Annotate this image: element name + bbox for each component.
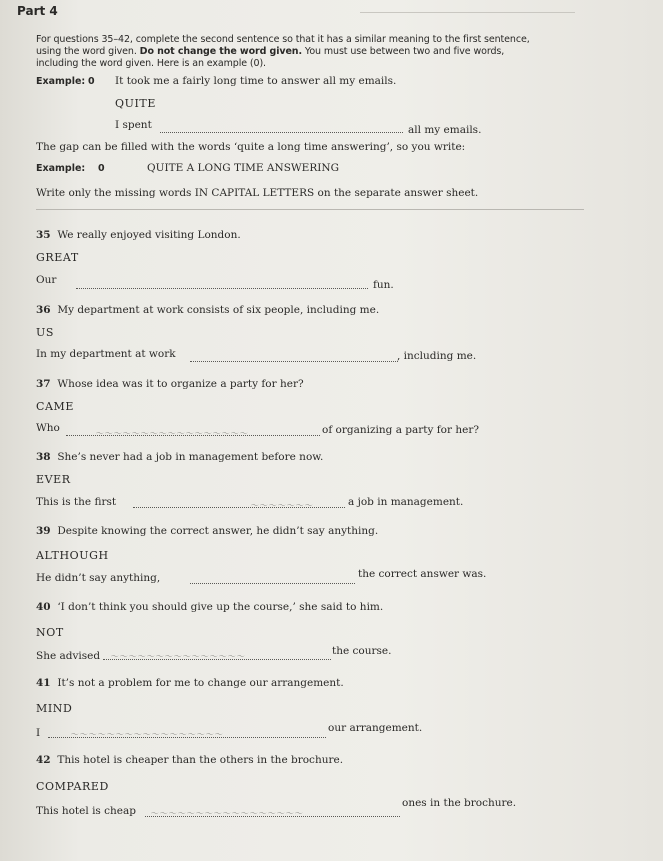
question-sentence: My department at work consists of six people, including me. [57, 304, 380, 316]
keyword-37: CAME [36, 400, 75, 413]
question-sentence: She’s never had a job in management before now. [57, 451, 324, 463]
keyword-36: US [36, 326, 55, 339]
answer-gap-35[interactable] [76, 288, 368, 289]
section-divider [36, 209, 584, 210]
example-answer: QUITE A LONG TIME ANSWERING [147, 162, 339, 174]
question-sentence: It’s not a problem for me to change our arrangement. [57, 677, 344, 689]
question-36 [36, 304, 379, 316]
example-explanation: The gap can be filled with the words ‘quite a long time answering’, so you write: [36, 141, 466, 153]
example-number: 0 [88, 76, 95, 87]
example-sentence: It took me a fairly long time to answer all my emails. [115, 75, 397, 87]
example-start: I spent [115, 119, 152, 131]
instructions-line-3: including the word given. Here is an example (0). [36, 58, 266, 69]
instructions-line-1: For questions 35–42, complete the second sentence so that it has a similar meaning to the first sentence, [36, 34, 530, 45]
question-number: 37 [36, 378, 51, 390]
faded-handwriting: ～～～～～～～～～～～～～～～～～ [70, 730, 223, 735]
start-39: He didn’t say anything, [36, 572, 161, 584]
question-42 [36, 754, 343, 766]
end-42: ones in the brochure. [402, 797, 517, 809]
example-gap [160, 132, 403, 133]
question-35 [36, 229, 241, 241]
question-40 [36, 601, 383, 613]
start-37: Who [36, 422, 60, 434]
end-36: , including me. [397, 350, 477, 362]
end-40: the course. [332, 645, 392, 657]
faded-handwriting: ～～～～～～～～～～～～～～～ [110, 652, 245, 657]
keyword-41: MIND [36, 702, 73, 715]
question-sentence: This hotel is cheaper than the others in the brochure. [57, 754, 344, 766]
keyword-42: COMPARED [36, 780, 109, 793]
instructions-line-2 [36, 46, 636, 58]
instructions-emphasis: Do not change the word given. [139, 46, 302, 57]
answer-instruction [36, 187, 478, 199]
answer-gap-38[interactable] [133, 507, 345, 508]
end-35: fun. [373, 279, 394, 291]
answer-gap-41[interactable] [48, 737, 326, 738]
end-39: the correct answer was. [358, 568, 487, 580]
question-number: 35 [36, 229, 51, 241]
keyword-39: ALTHOUGH [36, 549, 109, 562]
end-38: a job in management. [348, 496, 464, 508]
question-sentence: We really enjoyed visiting London. [57, 229, 241, 241]
end-37: of organizing a party for her? [322, 424, 479, 436]
keyword-35: GREAT [36, 251, 79, 264]
answer-gap-37[interactable] [66, 435, 320, 436]
part-title: Part 4 [17, 4, 58, 18]
faded-handwriting: ～～～～～～～～～～～～～～～～～ [95, 429, 248, 434]
question-number: 36 [36, 304, 51, 316]
keyword-40: NOT [36, 626, 64, 639]
faded-handwriting: ～～～～～～～～～～～～～～～～～ [150, 809, 303, 814]
example-label-2: Example: [36, 163, 86, 174]
keyword-38: EVER [36, 473, 71, 486]
question-38 [36, 451, 323, 463]
question-41 [36, 677, 344, 689]
question-sentence: ‘I don’t think you should give up the course,’ she said to him. [57, 601, 384, 613]
answer-gap-42[interactable] [145, 816, 400, 817]
question-number: 39 [36, 525, 51, 537]
answer-gap-40[interactable] [103, 659, 331, 660]
question-number: 42 [36, 754, 51, 766]
example-end: all my emails. [408, 124, 482, 136]
question-39 [36, 525, 378, 537]
answer-instruction-text: Write only the missing words IN CAPITAL LETTERS on the separate answer sheet. [36, 187, 479, 199]
start-38: This is the first [36, 496, 117, 508]
start-42: This hotel is cheap [36, 805, 136, 817]
end-41: our arrangement. [328, 722, 423, 734]
question-number: 38 [36, 451, 51, 463]
start-41: I [36, 727, 41, 739]
question-number: 40 [36, 601, 51, 613]
answer-gap-39[interactable] [190, 583, 355, 584]
start-35: Our [36, 274, 57, 286]
example-label: Example: [36, 76, 86, 87]
header-rule [360, 12, 575, 13]
faded-handwriting: ～～～～～～～ [250, 501, 313, 506]
instructions-text: using the word given. [36, 46, 140, 57]
answer-gap-36[interactable] [190, 361, 398, 362]
question-number: 41 [36, 677, 51, 689]
start-40: She advised [36, 650, 101, 662]
question-sentence: Whose idea was it to organize a party for her? [57, 378, 304, 390]
question-37 [36, 378, 304, 390]
question-sentence: Despite knowing the correct answer, he didn’t say anything. [57, 525, 379, 537]
start-36: In my department at work [36, 348, 176, 360]
instructions [36, 34, 636, 70]
example-keyword: QUITE [115, 97, 157, 110]
instructions-text: You must use between two and five words, [301, 46, 505, 57]
example-number-2: 0 [98, 163, 105, 174]
